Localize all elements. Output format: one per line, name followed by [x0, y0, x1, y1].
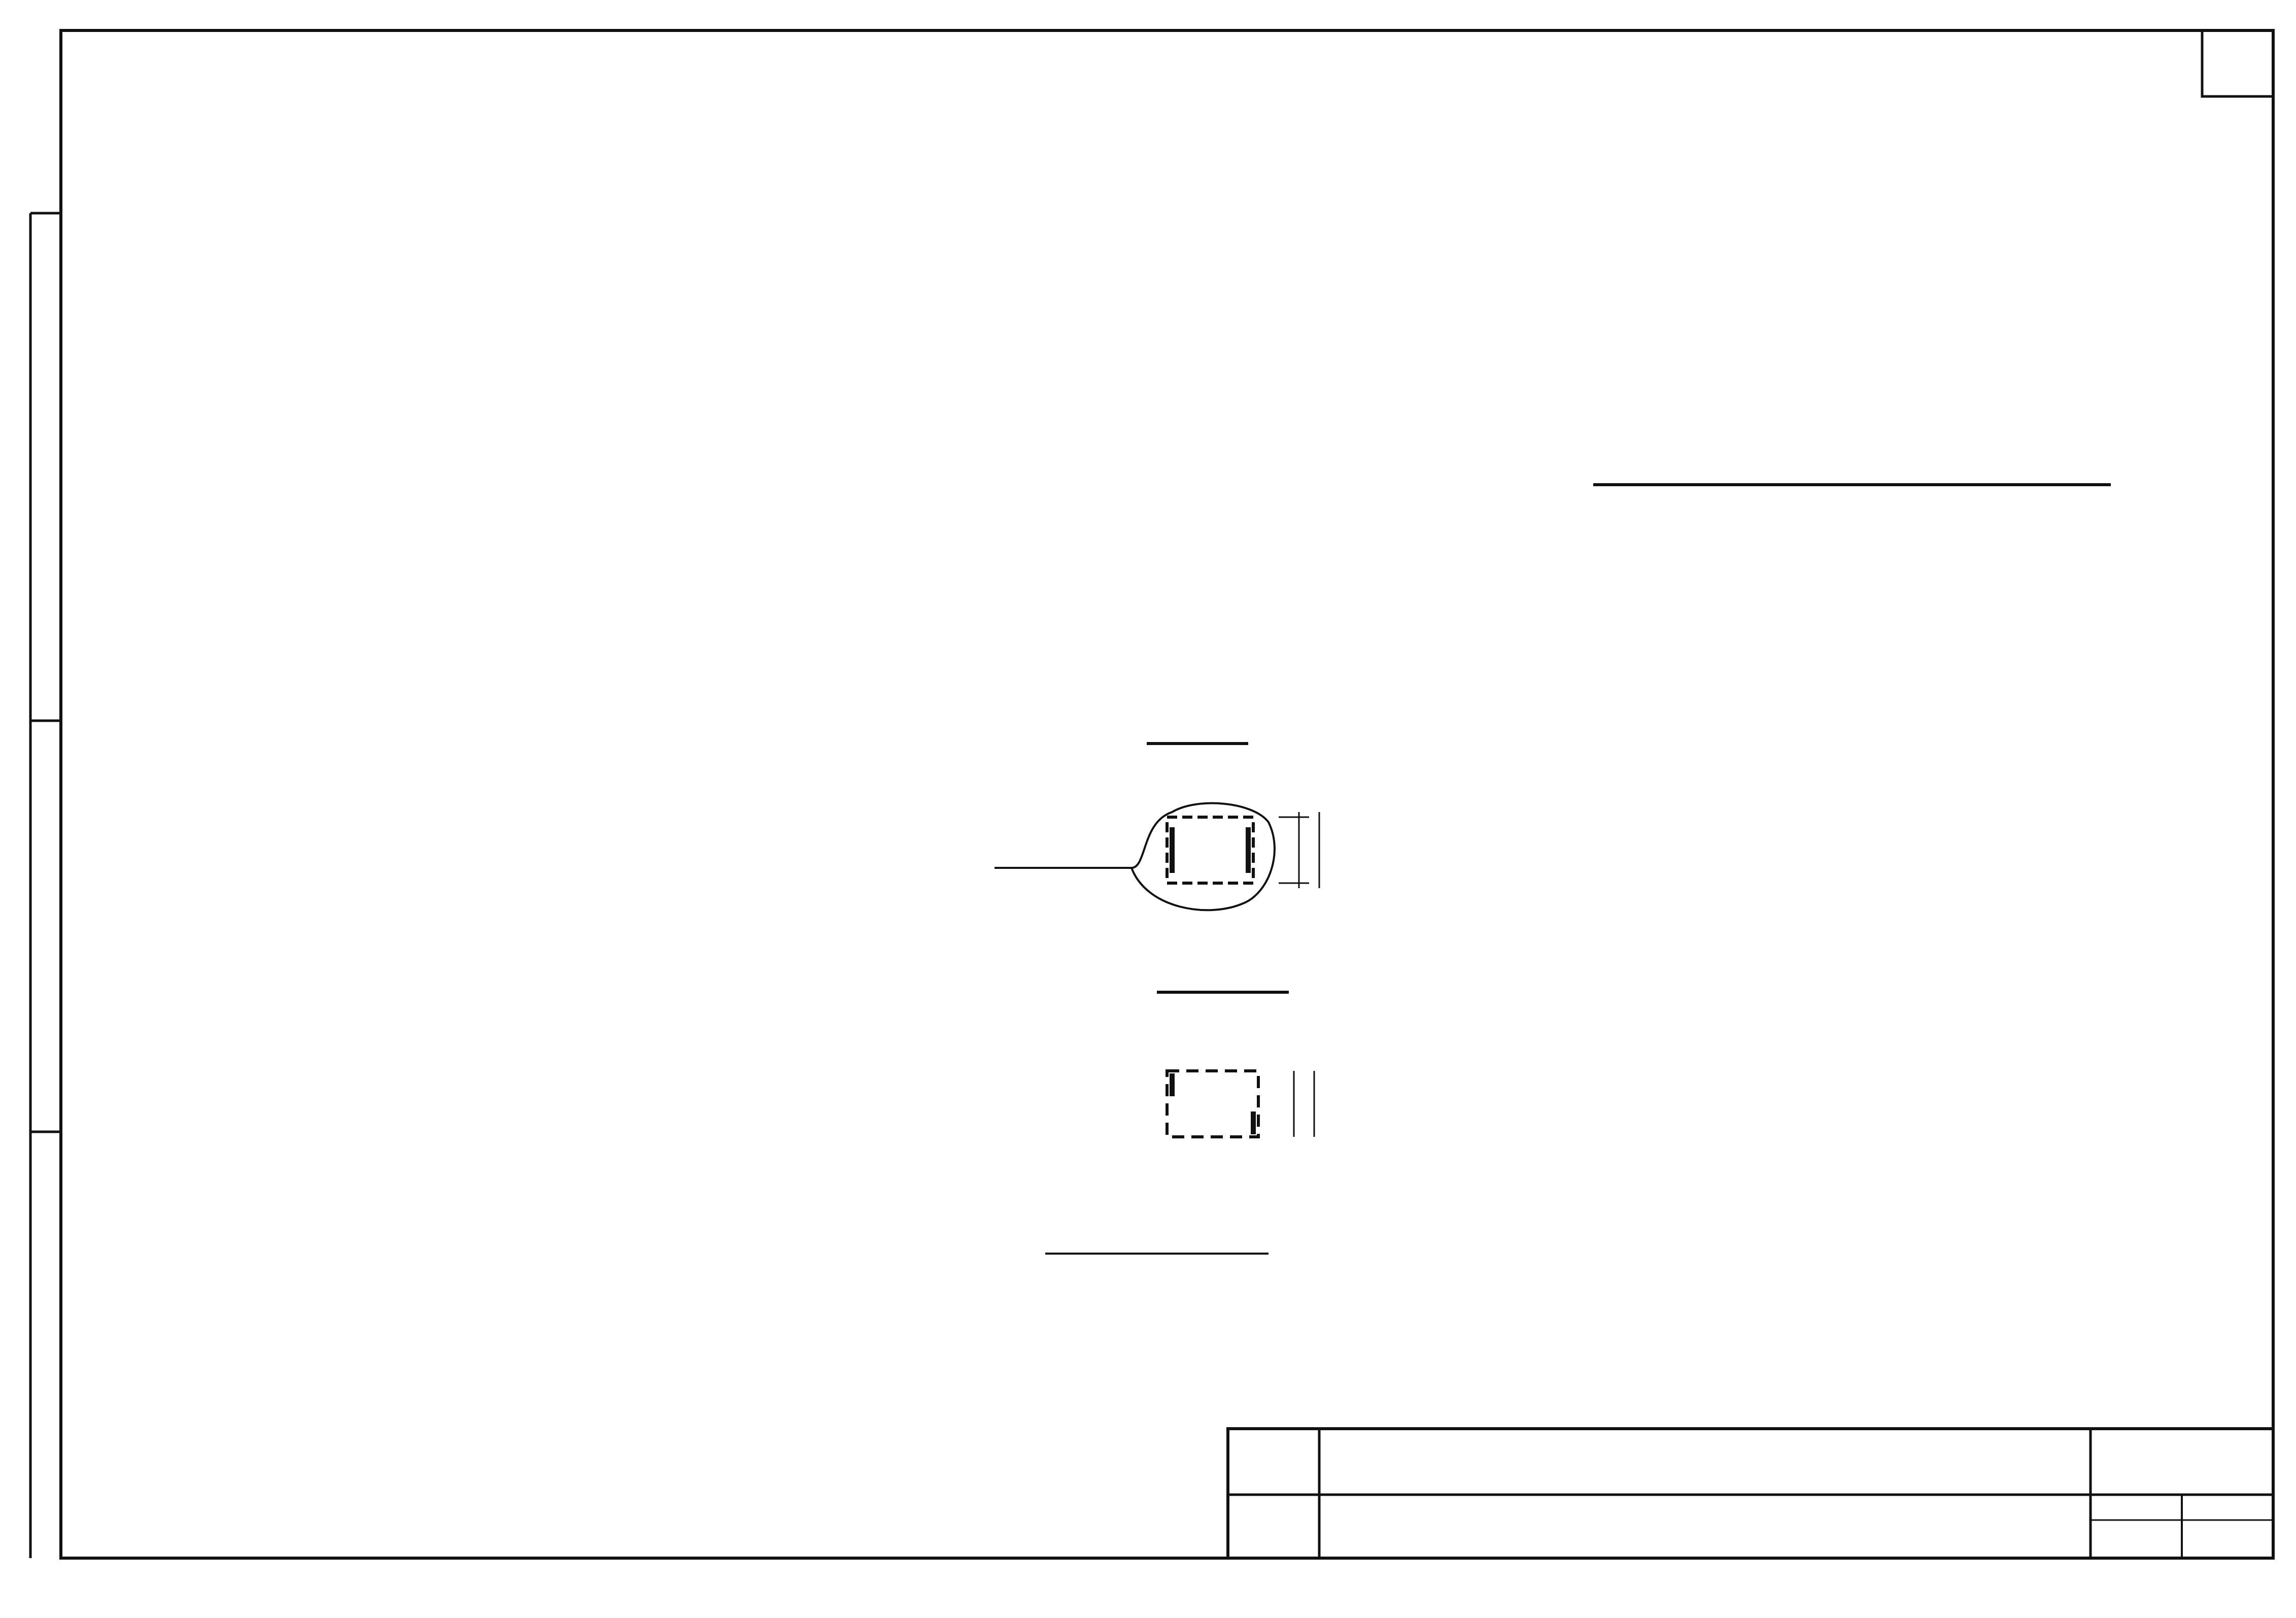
- sheet-frame: [61, 30, 2273, 1558]
- section-1-1: [995, 744, 1319, 910]
- sheet-number-box: [2202, 30, 2273, 96]
- section-2-2: [1157, 992, 1314, 1137]
- title-block: [1228, 1429, 2273, 1558]
